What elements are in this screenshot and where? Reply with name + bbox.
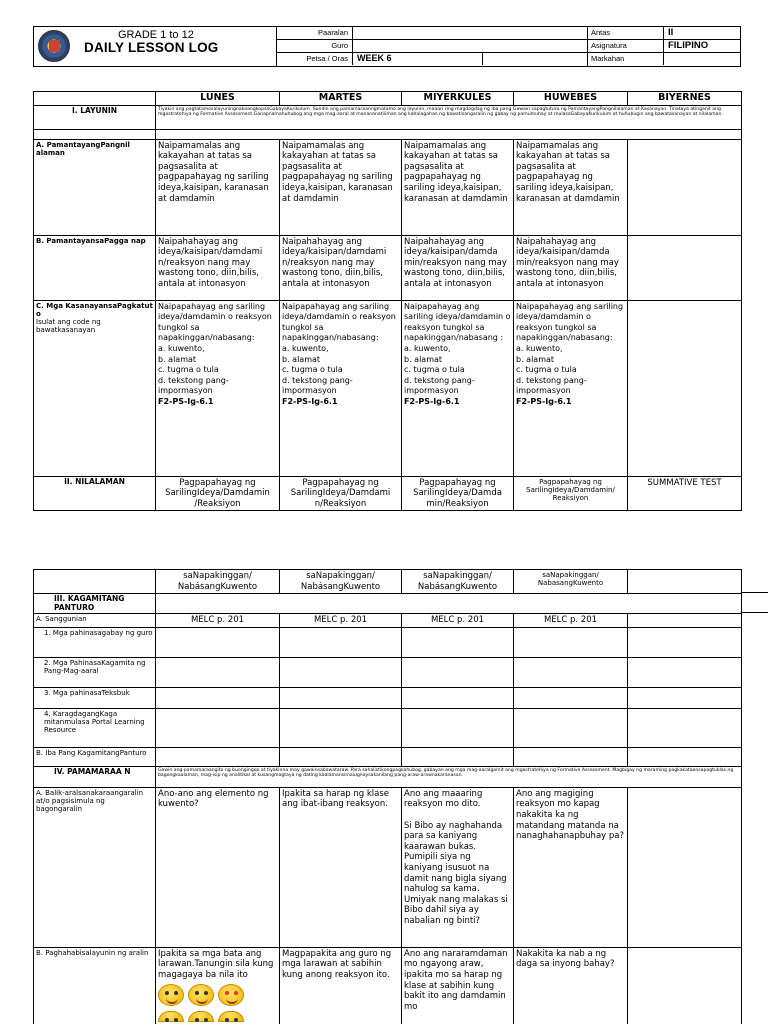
kasanayan-intro: Naipapahayag ang sariling ideya/damdamin o reaksyon tungkol sa napakinggan/nabasang: [158, 301, 272, 343]
lesson-cell: Ano ang magiging reaksyon mo kapag nakakita ka ng matandang matanda na nanaghahanapbuhay pa? [514, 787, 628, 947]
kasanayan-item: a. kuwento, [158, 343, 205, 353]
lesson-cell: Ano ang nararamdaman mo ngayong araw, ipakita mo sa harap ng klase at sabihin kung bakit ito ang damdamin mo [402, 947, 514, 1024]
gabay-guro-label: 1. Mga pahinasagabay ng guro [34, 627, 156, 657]
lesson-cell: Ano ang maaaring reaksyon mo dito. Si Bibo ay naghahanda para sa kaniyang kaarawan bukas. Pumipili siya ng kaniyang isusuot na damit nang bigla siyang nahulog sa kama. Umiyak nang malakas si Bibo dahil siya ay nabalian ng binti? [402, 787, 514, 947]
kasanayan-cell [156, 300, 280, 476]
header-class-info [587, 27, 740, 66]
guro-row [277, 40, 587, 53]
day-header: MIYERKULES [402, 92, 514, 106]
emotion-faces-image [158, 984, 277, 1023]
paghahabi-row [34, 947, 742, 1024]
kasanayan-item: d. tekstong pang-impormasyon [516, 375, 587, 396]
face-icon [218, 1011, 244, 1022]
paaralan-label: Paaralan [317, 28, 348, 37]
lesson-cell [628, 235, 742, 300]
kasanayan-item: c. tugma o tula [158, 365, 219, 375]
kasanayan-item: b. alamat [516, 354, 555, 364]
paaralan-row [277, 27, 587, 40]
kagamitan-mag-aaral-label: 2. Mga PahinasaKagamita ng Pang-Mag-aaral [34, 657, 156, 687]
iba-pang-kagamitan-label: B. Iba Pang KagamitangPanturo [34, 747, 156, 766]
antas-row [588, 27, 740, 40]
days-header-row [34, 92, 742, 106]
layunin-label: I. LAYUNIN [34, 105, 156, 129]
kasanayan-row [34, 300, 742, 476]
kasanayan-item: d. tekstong pang-impormasyon [158, 375, 229, 396]
kagamitan-label: III. KAGAMITANG PANTURO [34, 594, 156, 614]
nilalaman-cell: Pagpapahayag ng SarilingIdeya/Damdamin /Reaksiyon [156, 476, 280, 511]
document-title: DAILY LESSON LOG [84, 40, 219, 55]
continuation-row [34, 570, 742, 594]
kasanayan-item: d. tekstong pang-impormasyon [404, 375, 475, 396]
lesson-cell: Magpapakita ang guro ng mga larawan at sabihin kung anong reaksyon ito. [280, 947, 402, 1024]
antas-value: II [663, 27, 673, 39]
stray-border-extension [741, 592, 768, 613]
kasanayan-item: a. kuwento, [516, 343, 563, 353]
markahan-label: Markahan [591, 54, 625, 63]
pamantayan-sa-pagganap-label: B. PamantayansaPagga nap [34, 235, 156, 300]
continuation-cell: saNapakinggan/ NabasangKuwento [514, 570, 628, 594]
kasanayan-intro: Naipapahayag ang sariling ideya/damdamin o reaksyon tungkol sa napakinggan/nabasang: [516, 301, 624, 343]
nilalaman-cell: Pagpapahayag ng SarilingIdeya/Damdami n/Reaksiyon [280, 476, 402, 511]
markahan-value [663, 53, 668, 65]
kasanayan-cell [514, 300, 628, 476]
iba-pang-kagamitan-row [34, 747, 742, 766]
lesson-cell [628, 787, 742, 947]
lesson-cell: Naipamamalas ang kakayahan at tatas sa pagsasalita at pagpapahayag ng sariling ideya,kaisipan, karanasan at damdamin [156, 139, 280, 235]
lesson-cell: Naipamamalas ang kakayahan at tatas sa pagsasalita at pagpapahayag ng sariling ideya,kaisipan, karanasan at damdamin [402, 139, 514, 235]
pamantayang-pangnilalaman-row [34, 139, 742, 235]
lesson-cell: Naipamamalas ang kakayahan at tatas sa pagsasalita at pagpapahayag ng sariling ideya,kaisipan, karanasan at damdamin [514, 139, 628, 235]
competency-code: F2-PS-Ig-6.1 [516, 396, 572, 406]
day-header: LUNES [156, 92, 280, 106]
day-header: MARTES [280, 92, 402, 106]
sanggunian-cell [628, 614, 742, 628]
kasanayan-item: d. tekstong pang-impormasyon [282, 375, 353, 396]
portal-row [34, 708, 742, 747]
kasanayan-item: b. alamat [282, 354, 321, 364]
teksbuk-row [34, 687, 742, 708]
nilalaman-row [34, 476, 742, 511]
kasanayan-item: a. kuwento, [282, 343, 329, 353]
sanggunian-cell: MELC p. 201 [156, 614, 280, 628]
layunin-row [34, 105, 742, 129]
asignatura-value: FILIPINO [663, 40, 708, 52]
kagamitan-row [34, 594, 742, 614]
lesson-cell: Ano-ano ang elemento ng kuwento? [156, 787, 280, 947]
lesson-cell: Naipahahayag ang ideya/kaisipan/damda min/reaksyon nang may wastong tono, diin,bilis, antala at intonasyon [514, 235, 628, 300]
kasanayan-label: C. Mga KasanayansaPagkatut o [36, 301, 153, 318]
balik-aral-label: A. Balik-aralsanakaraangaralin at/o pagsisimula ng bagongaralin [34, 787, 156, 947]
gabay-guro-row [34, 627, 742, 657]
lesson-cell [628, 139, 742, 235]
lesson-table-page1 [33, 91, 742, 511]
lesson-cell: Ipakita sa harap ng klase ang ibat-ibang reaksyon. [280, 787, 402, 947]
paghahabi-label: B. Paghahabisalayunin ng aralin [34, 947, 156, 1024]
pamamaraan-row [34, 766, 742, 787]
heart-eyes-face-icon [218, 984, 244, 1006]
guro-label: Guro [331, 41, 348, 50]
antas-label: Antas [591, 28, 611, 37]
continuation-cell: saNapakinggan/ NabásangKuwento [402, 570, 514, 594]
grade-label: GRADE 1 to 12 [118, 29, 194, 41]
pamamaraan-instructions: Gawin ang pamamaraangito ng buongingqo at tiyakinna may gawainsabawataraw. Para sahalistikongpagkahubog, gabayan ang mga mag-aaralgamit ang mgastratehiya ng Formative Assessment. Magbigay ng maraming pagkakataonsapagtuklas ng bagongkaalaman, mag-isip ng analitikal at kusangmagtaya ng dating kaalamansimaiugnaysakanilang pang-araw-arawnakaranasan. [156, 766, 742, 787]
spacer-row [34, 129, 742, 139]
asignatura-label: Asignatura [591, 41, 627, 50]
kasanayan-intro: Naipapahayag ang sariling ideya/damdamin o reaksyon tungkol sa napakinggan/nabasang: [282, 301, 396, 343]
face-icon [188, 1011, 214, 1022]
kasanayan-item: c. tugma o tula [282, 365, 343, 375]
lesson-cell: Nakakita ka nab a ng daga sa inyong bahay? [514, 947, 628, 1024]
kasanayan-intro: Naipapahayag ang sariling ideya/damdamin o reaksyon tungkol sa napakinggan/nabasang : [404, 301, 511, 343]
layunin-instructions: Tiyakin ang pagtatamosalayuningnakaangkopsaGabayaKurikulum. Sundin ang pamamaraanngmatamo ang layunin, maaari ring magdagdag ng iba pang Gawain sapagtuturo ng PamantayangPangnilalaman at Kasanayan. Tinataya atinganit ang mgastratehiya ng Formative Assessment.Ganapnamahuhubog ang mga mag-aaral at manananatiiiman ang kahalagahan ng bawatisangaralin ng gabay ng pamumuhay at mulasaGabayaKurikulum at huhubugin ang bawatasanayan at nilalaman. [156, 105, 742, 129]
lesson-cell [628, 947, 742, 1024]
guro-value [352, 40, 587, 52]
sanggunian-cell: MELC p. 201 [280, 614, 402, 628]
kasanayan-item: b. alamat [404, 354, 443, 364]
laughing-face-icon [158, 984, 184, 1006]
balik-aral-row [34, 787, 742, 947]
continuation-cell: saNapakinggan/ NabásangKuwento [280, 570, 402, 594]
kasanayan-label-cell [34, 300, 156, 476]
kasanayan-item: b. alamat [158, 354, 197, 364]
sanggunian-cell: MELC p. 201 [402, 614, 514, 628]
kasanayan-note: Isulat ang code ng bawatkasanayan [36, 318, 101, 335]
competency-code: F2-PS-Ig-6.1 [158, 396, 214, 406]
lesson-cell [156, 947, 280, 1024]
continuation-cell: saNapakinggan/ NabásangKuwento [156, 570, 280, 594]
lesson-table-page2 [33, 569, 742, 1024]
paaralan-value [352, 27, 587, 39]
teksbuk-label: 3. Mga pahinasaTeksbuk [34, 687, 156, 708]
kasanayan-item: a. kuwento, [404, 343, 451, 353]
kasanayan-cell [280, 300, 402, 476]
sanggunian-cell: MELC p. 201 [514, 614, 628, 628]
petsa-value: WEEK 6 [352, 53, 482, 65]
nilalaman-cell: SUMMATIVE TEST [628, 476, 742, 511]
pamantayang-pangnilalaman-label: A. PamantayangPangnil alaman [34, 139, 156, 235]
asignatura-row [588, 40, 740, 53]
lesson-cell: Naipahahayag ang ideya/kaisipan/damda min/reaksyon nang may wastong tono, diin,bilis, antala at intonasyon [402, 235, 514, 300]
kasanayan-item: c. tugma o tula [516, 365, 577, 375]
face-icon [158, 1011, 184, 1022]
nilalaman-cell: Pagpapahayag ng SarilingIdeya/Damdamin/ Reaksiyon [514, 476, 628, 511]
lesson-log-header [33, 26, 741, 67]
competency-code: F2-PS-Ig-6.1 [404, 396, 460, 406]
corner-cell [34, 92, 156, 106]
header-school-info [277, 27, 587, 66]
sanggunian-label: A. Sanggunian [34, 614, 156, 628]
lesson-cell-text: Ipakita sa mga bata ang larawan.Tanungin sila kung magagaya ba nila ito [158, 948, 274, 980]
deped-seal-logo [38, 30, 70, 62]
lesson-cell: Naipahahayag ang ideya/kaisipan/damdami n/reaksyon nang may wastong tono, diin,bilis, antala at intonasyon [156, 235, 280, 300]
lesson-cell: Naipahahayag ang ideya/kaisipan/damdami n/reaksyon nang may wastong tono, diin,bilis, antala at intonasyon [280, 235, 402, 300]
kasanayan-cell [402, 300, 514, 476]
lesson-cell: Naipamamalas ang kakayahan at tatas sa pagsasalita at pagpapahayag ng sariling ideya,kaisipan, karanasan at damdamin [280, 139, 402, 235]
kasanayan-item: c. tugma o tula [404, 365, 465, 375]
winking-face-icon [188, 984, 214, 1006]
sanggunian-row [34, 614, 742, 628]
competency-code: F2-PS-Ig-6.1 [282, 396, 338, 406]
kagamitan-mag-aaral-row [34, 657, 742, 687]
nilalaman-cell: Pagpapahayag ng SarilingIdeya/Damda min/Reaksiyon [402, 476, 514, 511]
header-title-cell [34, 27, 277, 66]
nilalaman-label: II. NILALAMAN [34, 476, 156, 511]
pamamaraan-label: IV. PAMAMARAA N [34, 766, 156, 787]
day-header: BIYERNES [628, 92, 742, 106]
pamantayan-sa-pagganap-row [34, 235, 742, 300]
petsa-label: Petsa / Oras [306, 54, 348, 63]
markahan-row [588, 53, 740, 66]
day-header: HUWEBES [514, 92, 628, 106]
kasanayan-cell [628, 300, 742, 476]
petsa-row [277, 53, 587, 66]
portal-label: 4. KaragdagangKaga mitanmulasa Portal Learning Resource [34, 708, 156, 747]
